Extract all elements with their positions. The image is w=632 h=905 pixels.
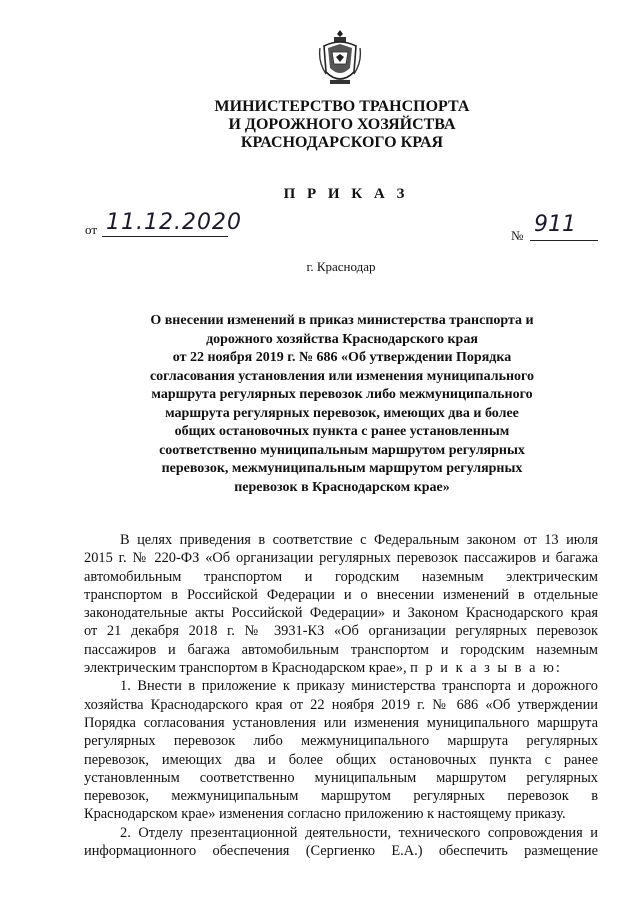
clause-1-line: 1. Внести в приложение к приказу министерства транспорта и дорожного (120, 678, 598, 695)
date-label: от (85, 222, 98, 237)
title-line: маршрута регулярных перевозок либо межмуниципального (151, 387, 533, 402)
body-line: В целях приведения в соответствие с Федеральным законом от 13 июля (120, 532, 598, 548)
number-value: 911 (534, 212, 576, 237)
order-title (118, 312, 566, 497)
body-line-text: электрическим транспортом в Краснодарском крае», (84, 660, 407, 677)
ministry-line: МИНИСТЕРСТВО ТРАНСПОРТА (214, 98, 470, 115)
clause-1-line: перевозок, межмуниципальным маршрутом регулярных перевозок в (84, 788, 598, 805)
body-line: от 21 декабря 2018 г. № 3931-КЗ «Об организации регулярных перевозок (84, 623, 598, 640)
title-line: соответственно муниципальным маршрутом регулярных (159, 442, 525, 458)
clause-2-line: 2. Отделу презентационной деятельности, технического сопровождения и (120, 824, 598, 841)
order-body (84, 531, 598, 860)
title-line: перевозок в Краснодарском крае» (234, 479, 450, 495)
title-line: маршрута регулярных перевозок, имеющих два и более (165, 405, 519, 421)
title-line: О внесении изменений в приказ министерства транспорта и (150, 313, 534, 328)
clause-1-line: Порядка согласования установления или изменения муниципального маршрута (84, 714, 598, 731)
title-line: общих остановочных пункта с ранее установленным (174, 424, 510, 439)
clause-1-line: Краснодарском крае» изменения согласно приложению к настоящему приказу. (84, 806, 566, 823)
clause-1-line: регулярных перевозок либо межмуниципального маршрута регулярных (84, 733, 598, 750)
title-line: дорожного хозяйства Краснодарского края (206, 331, 478, 347)
body-line: законодательные акты Российской Федерации» и Законом Краснодарского края (84, 605, 598, 622)
title-line: согласования установления или изменения муниципального (149, 368, 535, 384)
ministry-line: КРАСНОДАРСКОГО КРАЯ (240, 134, 444, 151)
number-label: № (511, 228, 524, 243)
clause-1-line: хозяйства Краснодарского края от 22 ноября 2019 г. № 686 «Об утверждении (84, 696, 598, 713)
clause-1-line: установленным соответственно муниципальным маршрутом регулярных (84, 769, 598, 786)
document-type: П Р И К А З (283, 186, 409, 202)
body-line: пассажиров и багажа автомобильным транспортом и городским наземным (84, 641, 598, 658)
clause-1-line: перевозок, имеющих два и более общих остановочных пункта с ранее (84, 751, 598, 768)
date-underline (102, 236, 228, 237)
title-line: перевозок, межмуниципальным маршрутом регулярных (161, 461, 523, 476)
ministry-line: И ДОРОЖНОГО ХОЗЯЙСТВА (228, 116, 456, 133)
city: г. Краснодар (306, 259, 376, 274)
body-line (84, 659, 598, 677)
order-verb: п р и к а з ы в а ю: (410, 660, 562, 677)
coat-of-arms-icon (318, 28, 362, 90)
body-line: транспортом в Российской Федерации и о внесении изменений в отдельные (84, 586, 598, 603)
body-line: 2015 г. № 220-ФЗ «Об организации регулярных перевозок пассажиров и багажа (84, 550, 598, 567)
title-line: от 22 ноября 2019 г. № 686 «Об утверждении Порядка (172, 350, 512, 365)
number-underline (530, 240, 598, 241)
ministry-name (160, 98, 524, 152)
clause-2-line: информационного обеспечения (Сергиенко Е.А.) обеспечить размещение (84, 843, 598, 860)
body-line: автомобильным транспортом и городским наземным электрическим (84, 568, 598, 585)
date-value: 11.12.2020 (106, 210, 242, 235)
